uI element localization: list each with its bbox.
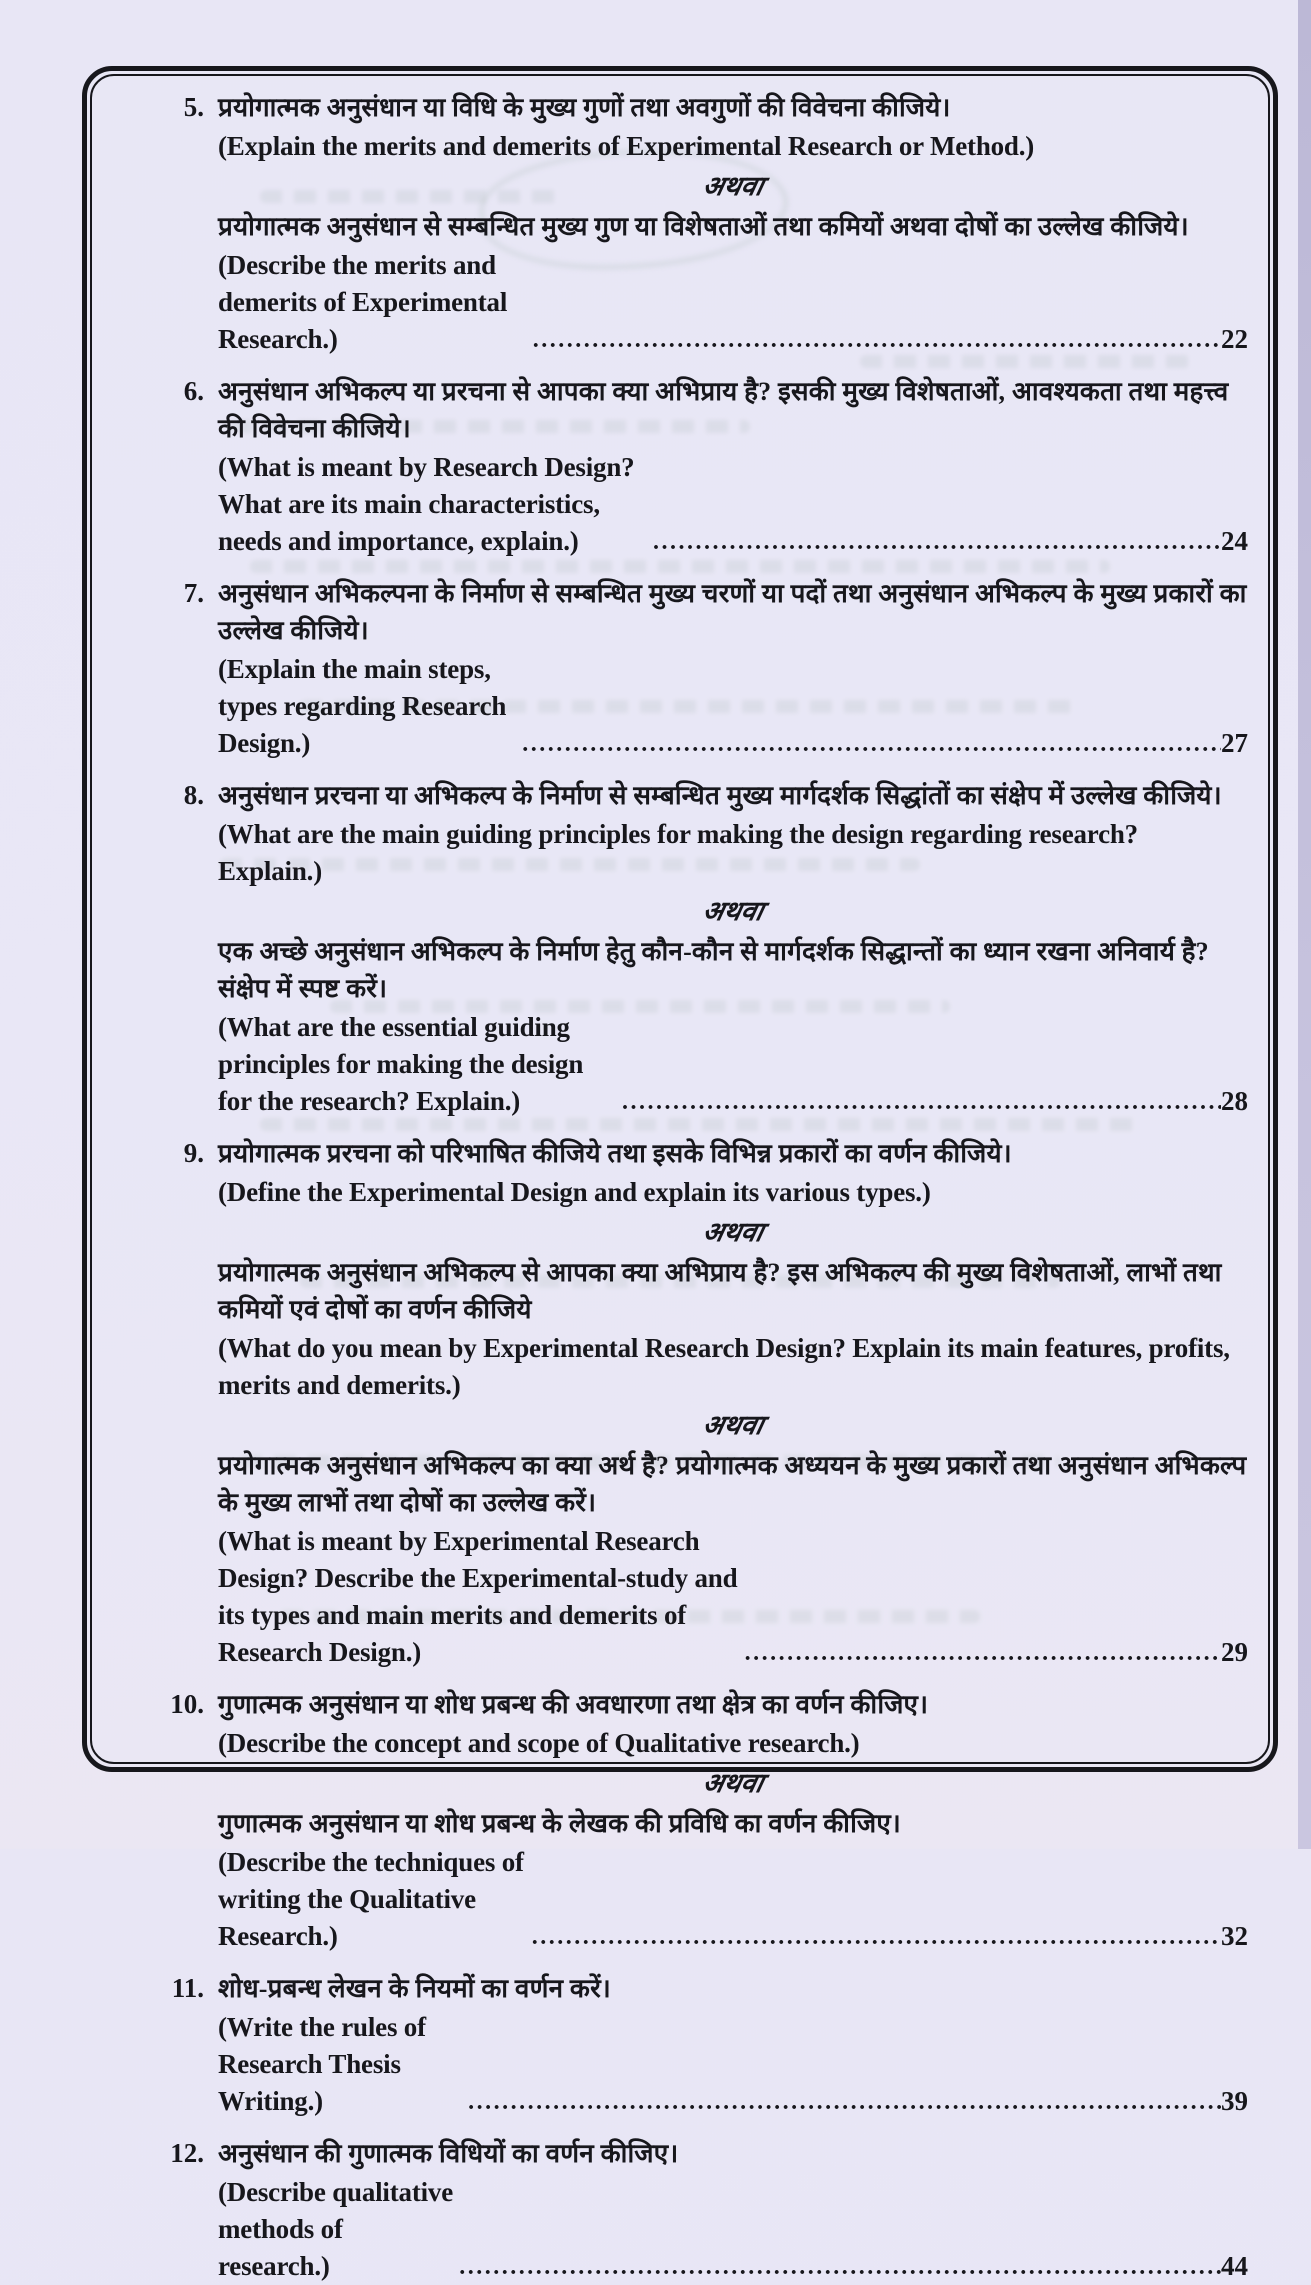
question-row xyxy=(100,933,1248,1007)
page-number: 24 xyxy=(1221,526,1248,556)
question-row xyxy=(100,1447,1248,1521)
dot-leader xyxy=(459,2248,1221,2285)
question-row xyxy=(100,89,1248,126)
question-row xyxy=(100,777,1248,814)
dot-leader xyxy=(653,523,1221,560)
dot-leader xyxy=(468,2083,1221,2120)
question-text-hindi: गुणात्मक अनुसंधान या शोध प्रबन्ध की अवधारणा तथा क्षेत्र का वर्णन कीजिए। xyxy=(218,1690,929,1719)
question-text-hindi: प्रयोगात्मक अनुसंधान या विधि के मुख्य गुणों तथा अवगुणों की विवेचना कीजिये। xyxy=(218,93,951,122)
question-text-hindi: अनुसंधान अभिकल्पना के निर्माण से सम्बन्धित मुख्य चरणों या पदों तथा अनुसंधान अभिकल्प के मुख्य प्रकारों का उल्लेख कीजिये। xyxy=(218,579,1247,645)
question-number: 6. xyxy=(183,376,204,406)
dot-leader xyxy=(622,1083,1221,1120)
or-separator-row xyxy=(100,168,1248,205)
question-text-english: (Write the rules of Research Thesis Writing.) xyxy=(218,2012,426,2116)
page-number: 29 xyxy=(1221,1637,1248,1667)
question-row xyxy=(100,208,1248,245)
page-number: 27 xyxy=(1221,728,1248,758)
page-frame-inner-rule xyxy=(90,74,1270,2281)
question-row xyxy=(100,128,1248,165)
question-number: 11. xyxy=(171,1973,204,2003)
question-text-hindi: गुणात्मक अनुसंधान या शोध प्रबन्ध के लेखक की प्रविधि का वर्णन कीजिए। xyxy=(218,1809,901,1838)
question-text-hindi: अनुसंधान की गुणात्मक विधियों का वर्णन कीजिए। xyxy=(218,2139,679,2168)
scan-edge-shadow xyxy=(1298,0,1311,1849)
question-text-hindi: प्रयोगात्मक अनुसंधान अभिकल्प का क्या अर्थ है? प्रयोगात्मक अध्ययन के मुख्य प्रकारों तथा अनुसंधान अभिकल्प के मुख्य लाभों तथा दोषों का उल्लेख करें। xyxy=(218,1451,1247,1517)
question-text-english: (Describe the concept and scope of Qualitative research.) xyxy=(218,1728,860,1758)
question-row xyxy=(100,1686,1248,1723)
or-separator-row xyxy=(100,1407,1248,1444)
question-row xyxy=(100,1844,1248,1955)
question-row xyxy=(100,1725,1248,1762)
question-text-english: (What are the essential guiding principles for making the design for the research? Explain.) xyxy=(218,1012,584,1116)
dot-leader xyxy=(522,725,1221,762)
question-row xyxy=(100,651,1248,762)
question-row xyxy=(100,2174,1248,2285)
question-number: 12. xyxy=(170,2138,204,2168)
page-number: 39 xyxy=(1221,2086,1248,2116)
question-row xyxy=(100,816,1248,890)
question-row xyxy=(100,1254,1248,1328)
question-text-hindi: एक अच्छे अनुसंधान अभिकल्प के निर्माण हेतु कौन-कौन से मार्गदर्शक सिद्धान्तों का ध्यान रखना अनिवार्य है? संक्षेप में स्पष्ट करें। xyxy=(218,937,1209,1003)
dot-leader xyxy=(533,321,1221,358)
or-separator: अथवा xyxy=(699,1410,767,1440)
question-text-english: (Describe the merits and demerits of Experimental Research.) xyxy=(218,250,508,354)
page-number: 22 xyxy=(1221,324,1248,354)
page-frame xyxy=(82,66,1278,2281)
question-number: 8. xyxy=(183,780,204,810)
dot-leader xyxy=(532,1918,1221,1955)
question-index-list xyxy=(100,89,1248,2281)
question-row xyxy=(100,1135,1248,1172)
question-row xyxy=(100,1523,1248,1671)
question-text-hindi: प्रयोगात्मक अनुसंधान अभिकल्प से आपका क्या अभिप्राय है? इस अभिकल्प की मुख्य विशेषताओं, लाभों तथा कमियों एवं दोषों का वर्णन कीजिये xyxy=(218,1258,1222,1324)
question-text-english: (Define the Experimental Design and explain its various types.) xyxy=(218,1177,931,1207)
or-separator-row xyxy=(100,1214,1248,1251)
dot-leader xyxy=(745,1634,1221,1671)
question-text-english: (What is meant by Research Design? What are its main characteristics, needs and importance, explain.) xyxy=(218,452,635,556)
question-row xyxy=(100,1970,1248,2007)
question-text-english: (Explain the merits and demerits of Experimental Research or Method.) xyxy=(218,131,1035,161)
question-text-english: (Describe the techniques of writing the Qualitative Research.) xyxy=(218,1847,524,1951)
question-row xyxy=(100,373,1248,447)
or-separator-row xyxy=(100,893,1248,930)
page-number: 44 xyxy=(1221,2251,1248,2281)
question-row xyxy=(100,575,1248,649)
question-text-english: (Describe qualitative methods of research.) xyxy=(218,2177,454,2281)
question-number: 9. xyxy=(183,1138,204,1168)
question-text-hindi: प्रयोगात्मक अनुसंधान से सम्बन्धित मुख्य गुण या विशेषताओं तथा कमियों अथवा दोषों का उल्लेख कीजिये। xyxy=(218,212,1189,241)
question-number: 7. xyxy=(183,578,204,608)
question-text-english: (What are the main guiding principles for making the design regarding research? Explain.) xyxy=(218,819,1138,886)
question-row xyxy=(100,2009,1248,2120)
page-number: 28 xyxy=(1221,1086,1248,1116)
question-row xyxy=(100,1330,1248,1404)
page-number: 32 xyxy=(1221,1921,1248,1951)
question-row xyxy=(100,1174,1248,1211)
question-number: 10. xyxy=(170,1689,204,1719)
question-text-hindi: प्रयोगात्मक प्ररचना को परिभाषित कीजिये तथा इसके विभिन्न प्रकारों का वर्णन कीजिये। xyxy=(218,1139,1012,1168)
question-number: 5. xyxy=(183,92,204,122)
or-separator: अथवा xyxy=(699,896,767,926)
question-row xyxy=(100,247,1248,358)
question-row xyxy=(100,1009,1248,1120)
question-row xyxy=(100,449,1248,560)
question-text-hindi: अनुसंधान अभिकल्प या प्ररचना से आपका क्या अभिप्राय है? इसकी मुख्य विशेषताओं, आवश्यकता तथा महत्त्व की विवेचना कीजिये। xyxy=(218,377,1229,443)
question-text-english: (What is meant by Experimental Research Design? Describe the Experimental-study and its types and main merits and demerits of Research Design.) xyxy=(218,1526,738,1667)
question-text-hindi: शोध-प्रबन्ध लेखन के नियमों का वर्णन करें। xyxy=(218,1974,611,2003)
or-separator-row xyxy=(100,1765,1248,1802)
question-text-english: (What do you mean by Experimental Research Design? Explain its main features, profits, merits and demerits.) xyxy=(218,1333,1230,1400)
question-row xyxy=(100,2135,1248,2172)
or-separator: अथवा xyxy=(699,171,767,201)
question-text-english: (Explain the main steps, types regarding Research Design.) xyxy=(218,654,507,758)
question-row xyxy=(100,1805,1248,1842)
or-separator: अथवा xyxy=(699,1217,767,1247)
or-separator: अथवा xyxy=(699,1768,767,1798)
question-text-hindi: अनुसंधान प्ररचना या अभिकल्प के निर्माण से सम्बन्धित मुख्य मार्गदर्शक सिद्धांतों का संक्षेप में उल्लेख कीजिये। xyxy=(218,781,1222,810)
